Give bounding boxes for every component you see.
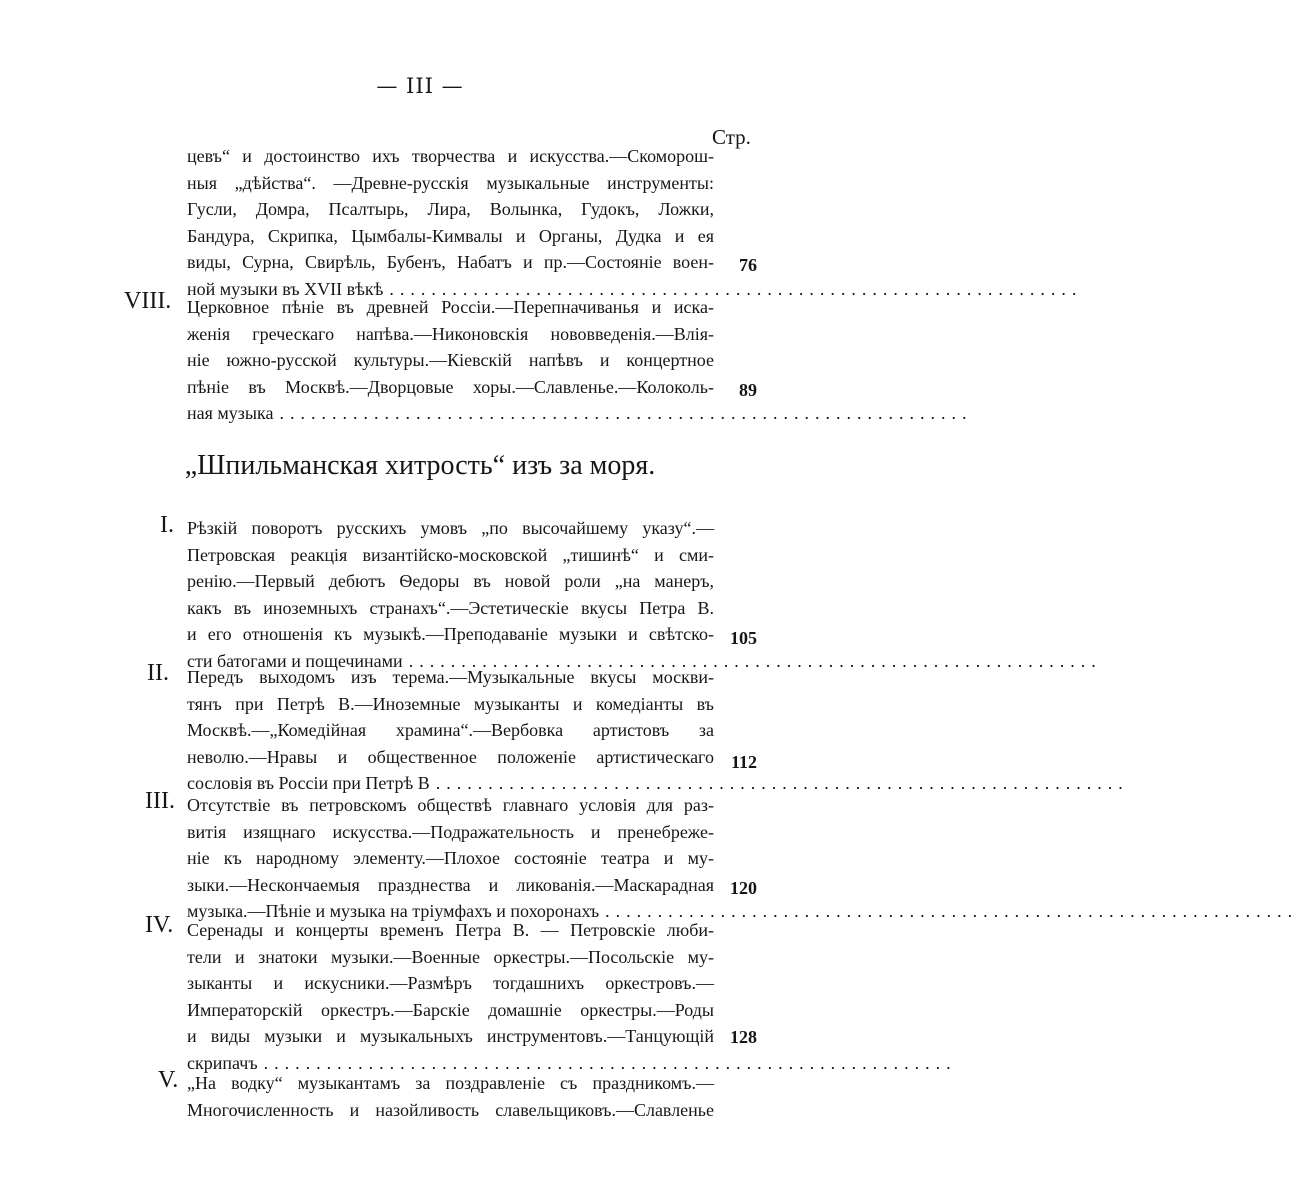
dot-leader: ..................................................................	[279, 403, 973, 423]
entry-line: Церковное пѣніе въ древней Россіи.—Перепначиванья и иска-	[187, 297, 714, 317]
entry-page-number: 89	[739, 380, 757, 400]
entry-line: ныя „дѣйства“. —Древне-русскія музыкальные инструменты:	[187, 172, 714, 193]
dot-leader: ..................................................................	[263, 1052, 957, 1073]
entry-line: тянъ при Петрѣ В.—Иноземные музыканты и комедіанты въ	[187, 693, 714, 714]
entry-line: зыканты и искусники.—Размѣръ тогдашнихъ оркестровъ.—	[187, 973, 714, 993]
entry-line: ніе южно-русской культуры.—Кіевскій напѣвъ и концертное	[187, 350, 714, 370]
entry-line: тели и знатоки музыки.—Военные оркестры.—Посольскіе му-	[187, 946, 714, 967]
toc-entry	[187, 1070, 714, 1123]
entry-line-text: музыка.—Пѣніе и музыка на тріумфахъ и похоронахъ	[187, 901, 600, 921]
dot-leader: ..................................................................	[408, 650, 1102, 671]
entry-line-text: ной музыки въ XVII вѣкѣ	[187, 278, 384, 299]
entry-line: Императорскій оркестръ.—Барскіе домашніе оркестры.—Роды	[187, 999, 714, 1020]
entry-line: и его отношенія къ музыкѣ.—Преподаваніе музыки и свѣтско-	[187, 624, 714, 644]
entry-line-text: сти батогами и пощечинами	[187, 650, 403, 671]
entry-line: ніе къ народному элементу.—Плохое состояніе театра и му-	[187, 848, 714, 868]
entry-line: пѣніе въ Москвѣ.—Дворцовые хоры.—Славленье.—Колоколь-	[187, 376, 714, 397]
entry-line: и виды музыки и музыкальныхъ инструментовъ.—Танцующій	[187, 1026, 714, 1046]
entry-line: Петровская реакція византійско-московской „тишинѣ“ и сми-	[187, 544, 714, 565]
entry-line: Серенады и концерты временъ Петра В. — Петровскіе люби-	[187, 920, 714, 940]
entry-page-number: 112	[730, 752, 757, 772]
entry-page-number: 76	[739, 255, 757, 275]
page-column-label: Стр.	[712, 125, 751, 149]
chapter-numeral: V.	[158, 1067, 179, 1093]
chapter-numeral: I.	[160, 512, 174, 538]
entry-line: Отсутствіе въ петровскомъ обществѣ главнаго условія для раз-	[187, 795, 714, 815]
entry-line: цевъ“ и достоинство ихъ творчества и искусства.—Скоморош-	[187, 146, 714, 166]
chapter-numeral: III.	[145, 788, 175, 814]
entry-page-number: 120	[730, 878, 757, 898]
entry-line: Передъ выходомъ изъ терема.—Музыкальные вкусы москви-	[187, 667, 714, 687]
entry-line: ренію.—Первый дебютъ Ѳедоры въ новой роли „на манеръ,	[187, 571, 714, 591]
entry-page-number: 128	[730, 1027, 757, 1047]
entry-line-text: сословія въ Россіи при Петрѣ В	[187, 773, 430, 793]
entry-line: какъ въ иноземныхъ странахъ“.—Эстетическіе вкусы Петра В.	[187, 597, 714, 618]
entry-line	[187, 400, 973, 427]
section-title: „Шпильманская хитрость“ изъ за моря.	[184, 450, 656, 481]
entry-line-text: скрипачъ	[187, 1052, 258, 1073]
entry-line: виды, Сурна, Свирѣль, Бубенъ, Набатъ и пр.—Состояніе воен-	[187, 252, 714, 272]
entry-line: витія изящнаго искусства.—Подражательность и пренебреже-	[187, 821, 714, 842]
chapter-numeral: II.	[147, 660, 169, 686]
entry-line: неволю.—Нравы и общественное положеніе артистическаго	[187, 746, 714, 767]
dot-leader: ..................................................................	[389, 278, 1083, 299]
entry-page-number: 105	[730, 628, 757, 648]
entry-line: зыки.—Нескончаемыя празднества и ликованія.—Маскарадная	[187, 874, 714, 895]
chapter-numeral: VIII.	[124, 288, 172, 314]
entry-line: Москвѣ.—„Комедійная храмина“.—Вербовка артистовъ за	[187, 720, 714, 740]
entry-line: Многочисленность и назойливость славельщиковъ.—Славленье	[187, 1099, 714, 1120]
entry-line: Гусли, Домра, Псалтырь, Лира, Волынка, Гудокъ, Ложки,	[187, 199, 714, 219]
entry-line: Рѣзкій поворотъ русскихъ умовъ „по высочайшему указу“.—	[187, 518, 714, 538]
page-header: — III —	[376, 74, 464, 98]
dot-leader: ..................................................................	[435, 773, 1129, 793]
chapter-numeral: IV.	[145, 912, 174, 938]
entry-line: „На водку“ музыкантамъ за поздравленіе съ праздникомъ.—	[187, 1073, 714, 1093]
entry-line-text: ная музыка	[187, 403, 274, 423]
dot-leader: ..................................................................	[605, 901, 1298, 921]
entry-line: Бандура, Скрипка, Цымбалы-Кимвалы и Органы, Дудка и ея	[187, 225, 714, 246]
entry-line: женія греческаго напѣва.—Никоновскія нововведенія.—Влія-	[187, 323, 714, 344]
